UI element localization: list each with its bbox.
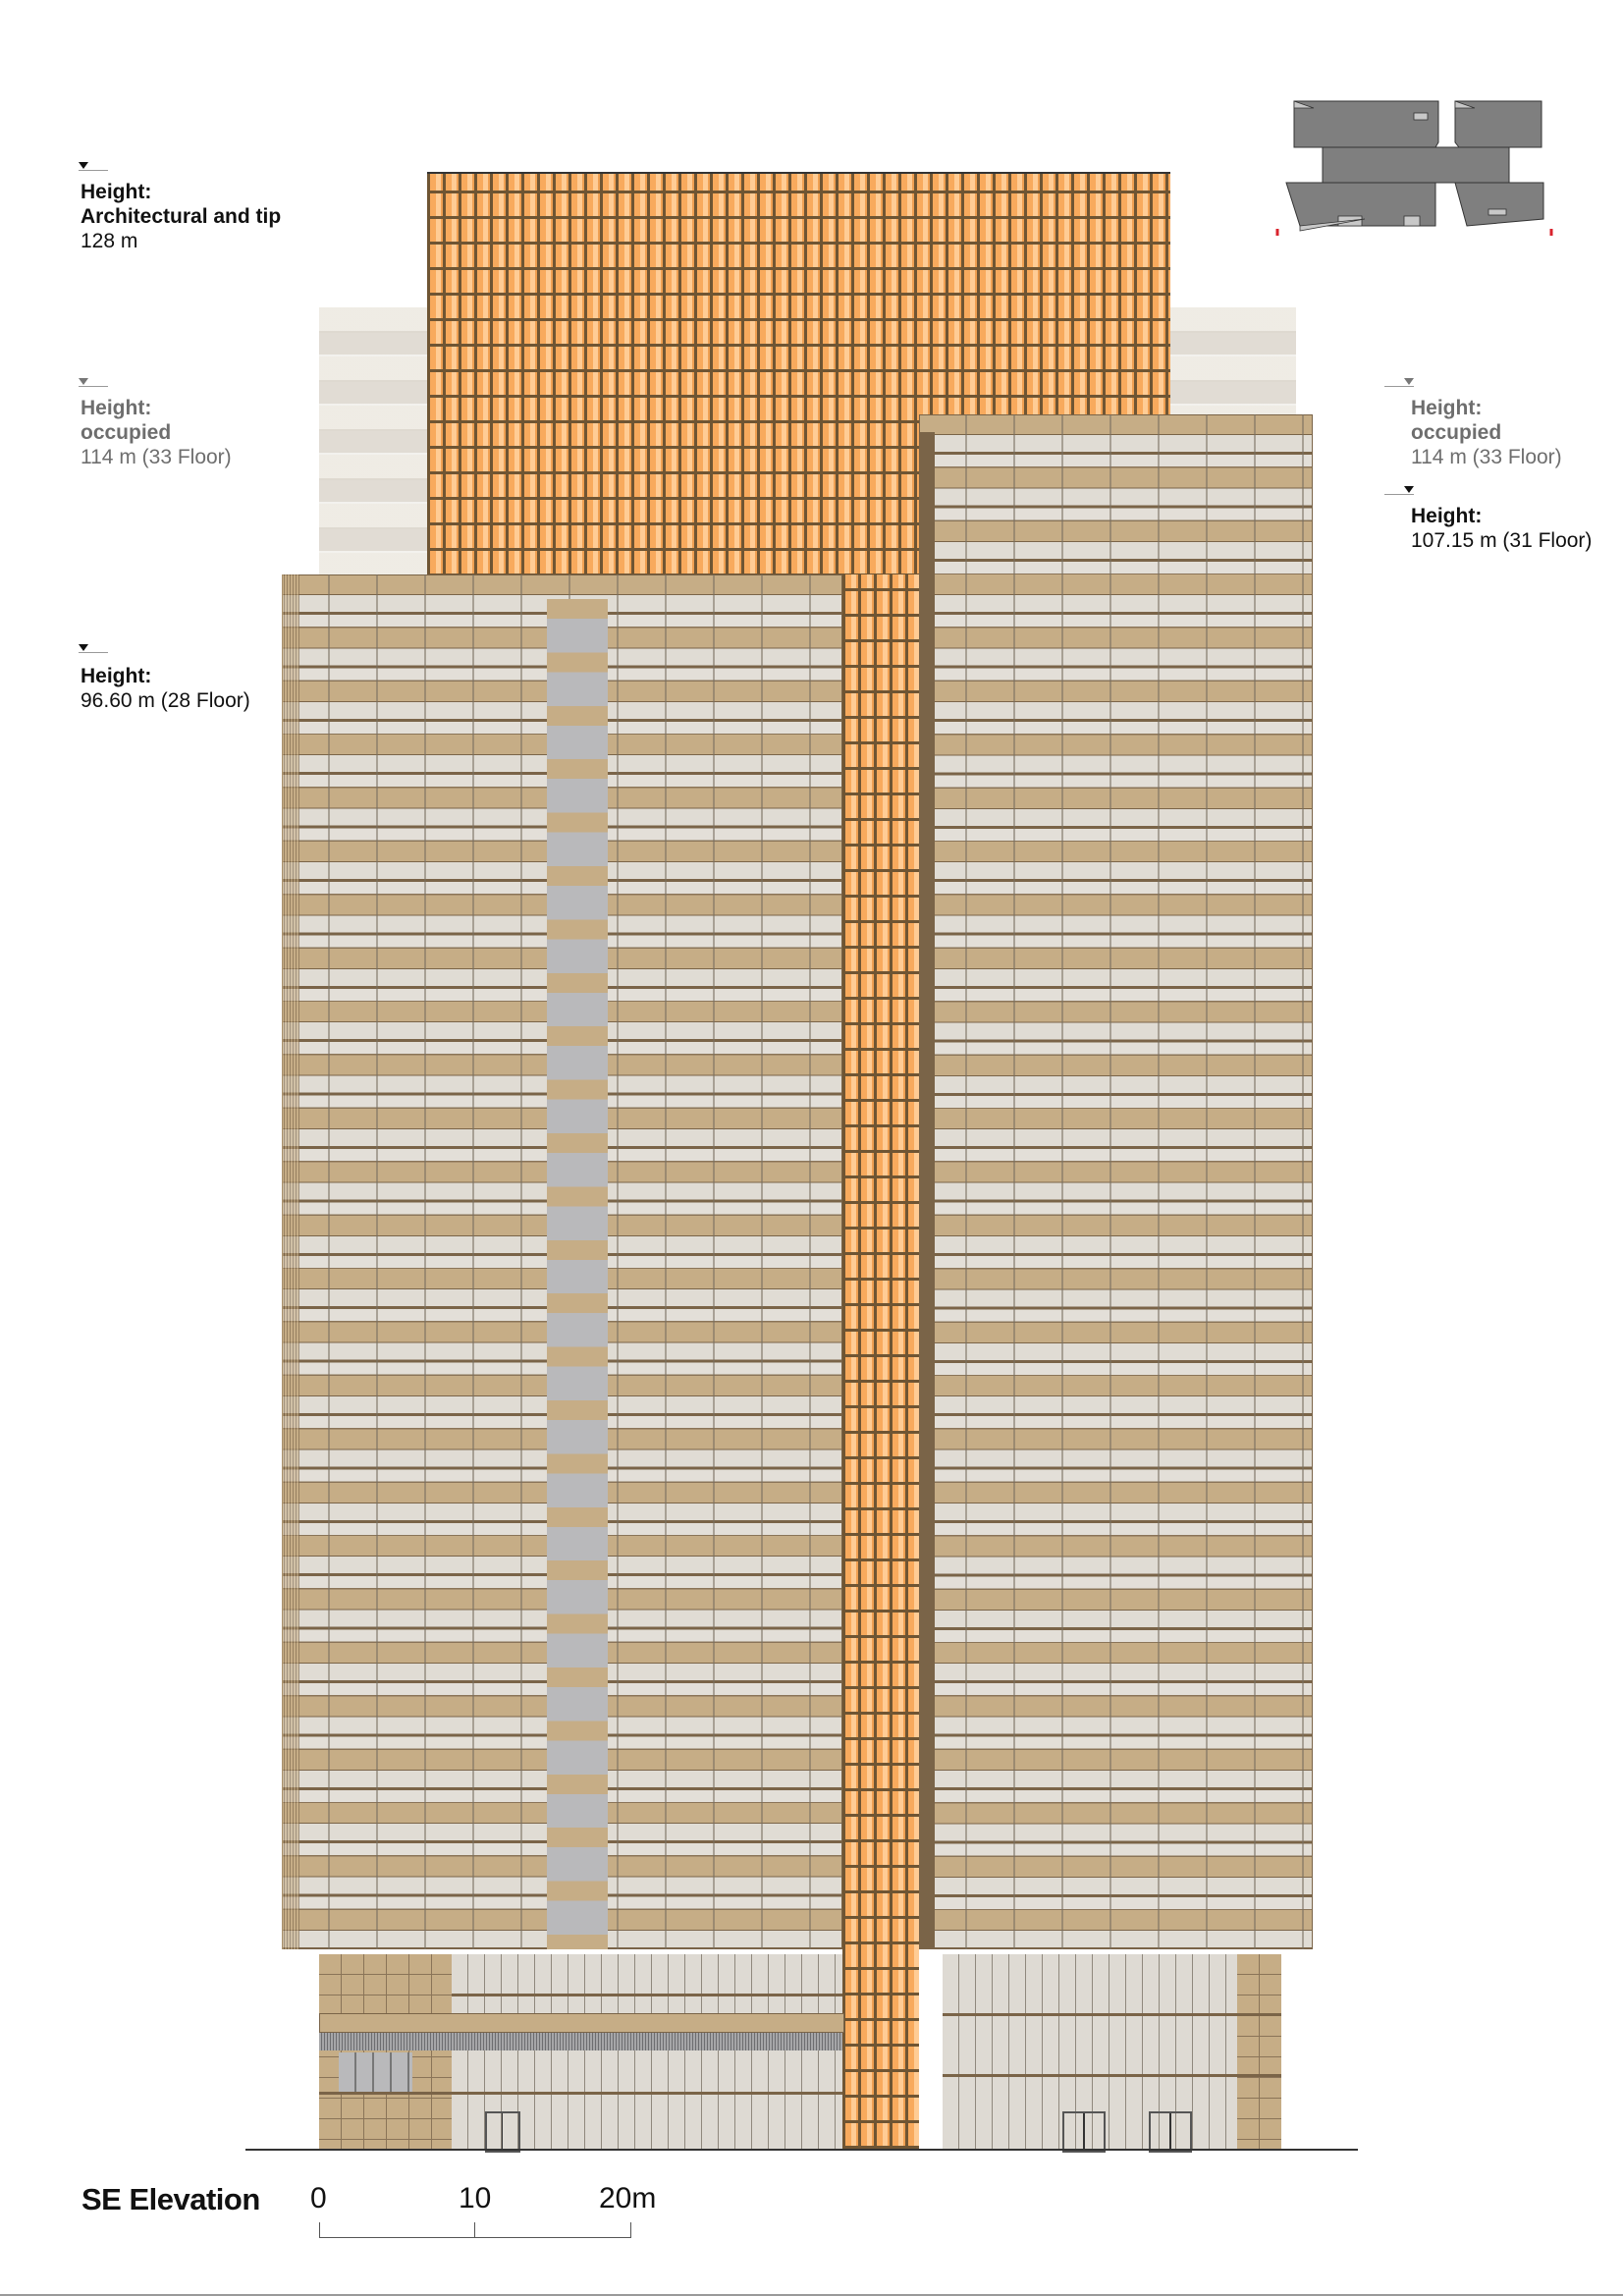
height-marker-occupied-right <box>1384 378 1414 388</box>
height-heading: Height: <box>1411 397 1483 419</box>
height-heading: Height: <box>81 665 152 687</box>
brown-recess-strip <box>919 432 935 1949</box>
scale-tick-label-0: 0 <box>310 2182 327 2214</box>
podium-stone-pier-left <box>319 1954 452 2149</box>
key-plan <box>1267 93 1571 236</box>
height-label-occupied-right <box>1411 396 1562 469</box>
height-label-floor28 <box>81 664 250 713</box>
orange-tile-strip <box>842 574 919 2149</box>
height-subheading: occupied <box>81 421 172 444</box>
back-volume-left <box>319 307 427 574</box>
height-value: 107.15 m (31 Floor) <box>1411 529 1593 552</box>
height-value: 96.60 m (28 Floor) <box>81 689 250 712</box>
drawing-title: SE Elevation <box>81 2182 260 2216</box>
scale-tick-label-10: 10 <box>459 2182 492 2214</box>
height-marker-floor28 <box>79 644 108 654</box>
height-label-architectural <box>81 180 281 253</box>
height-heading: Height: <box>81 397 152 419</box>
scale-bar-mid-tick <box>474 2222 475 2237</box>
height-label-occupied-left <box>81 396 232 469</box>
height-marker-floor31 <box>1384 486 1414 496</box>
podium-canopy <box>319 2013 844 2033</box>
podium-stone-pier-right <box>1237 1954 1281 2149</box>
podium-louvre-band <box>319 2033 842 2050</box>
height-heading: Height: <box>81 181 152 203</box>
height-subheading: Architectural and tip <box>81 205 282 228</box>
scale-tick-label-20: 20m <box>599 2182 657 2214</box>
left-wing-facade <box>282 574 842 1949</box>
right-wing-facade <box>919 414 1313 1949</box>
height-subheading: occupied <box>1411 421 1502 444</box>
height-marker-architectural <box>79 162 108 172</box>
scale-bar-line <box>319 2222 631 2238</box>
podium-window-left <box>339 2052 412 2092</box>
podium-door-right-2 <box>1149 2111 1192 2153</box>
service-core <box>547 599 608 1949</box>
height-value: 128 m <box>81 230 138 252</box>
podium-door-left <box>485 2111 520 2153</box>
podium-door-right-1 <box>1062 2111 1106 2153</box>
height-marker-occupied-left <box>79 378 108 388</box>
height-heading: Height: <box>1411 505 1483 527</box>
height-value: 114 m (33 Floor) <box>1411 446 1562 468</box>
height-value: 114 m (33 Floor) <box>81 446 232 468</box>
back-volume-right <box>1170 307 1296 414</box>
ground-line <box>245 2149 1358 2151</box>
height-label-floor31 <box>1411 504 1592 553</box>
